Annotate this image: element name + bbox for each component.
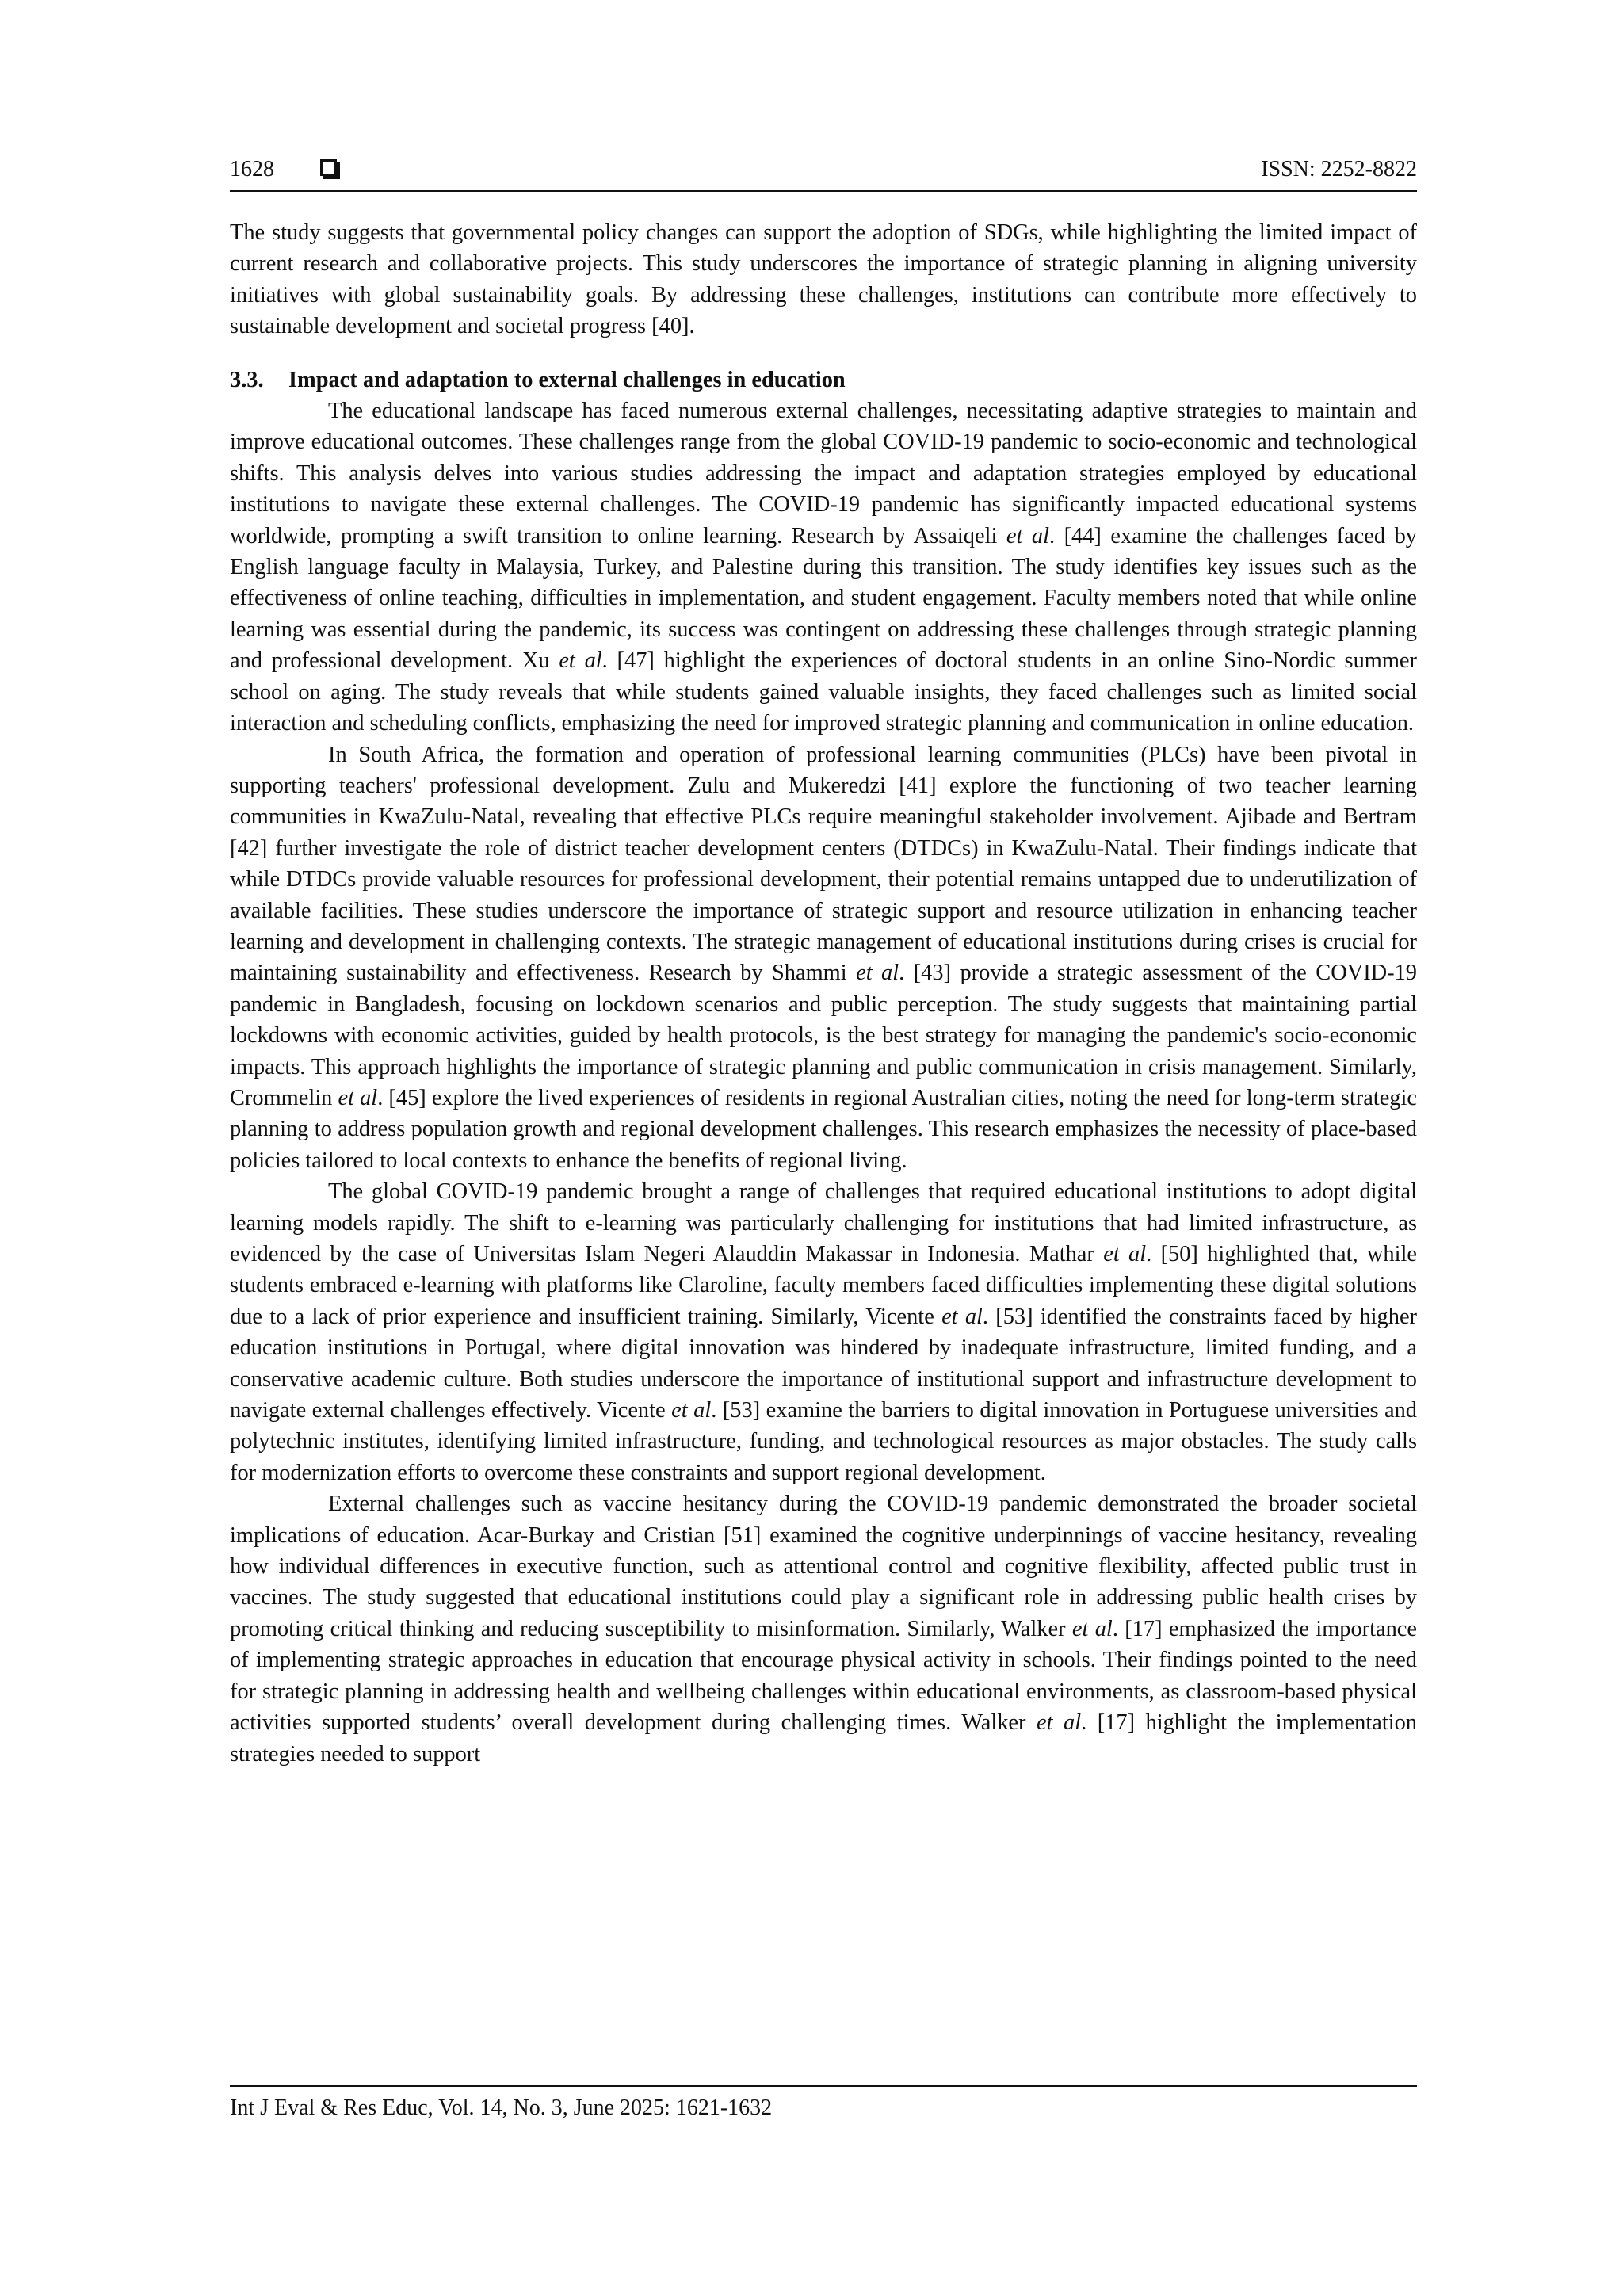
article-body	[230, 217, 1417, 1770]
et-al: et al	[1103, 1242, 1147, 1266]
page-number: 1628	[230, 157, 274, 181]
et-al: et al	[1071, 1616, 1113, 1641]
et-al: et al	[856, 961, 899, 986]
et-al: et al	[1036, 1710, 1082, 1736]
paragraph-2: In South Africa, the formation and operation of professional learning communities (PLCs) have been pivotal in supporting teachers' professional development. Zulu and Mukeredzi [41] explore the functioning of two teacher learning communities in KwaZulu-Natal, revealing that effective PLCs require meaningful stakeholder involvement. Ajibade and Bertram [42] further investigate the role of district teacher development centers (DTDCs) in KwaZulu-Natal. Their findings indicate that while DTDCs provide valuable resources for professional development, their potential remains untapped due to underutilization of available facilities. These studies underscore the importance of strategic support and resource utilization in enhancing teacher learning and development in challenging contexts. The strategic management of educational institutions during crises is crucial for maintaining sustainability and effectiveness. Research by Shammi et al. [43] provide a strategic assessment of the COVID-19 pandemic in Bangladesh, focusing on lockdown scenarios and public perception. The study suggests that maintaining partial lockdowns with economic activities, guided by health protocols, is the best strategy for managing the pandemic's socio-economic impacts. This approach highlights the importance of strategic planning and public communication in crisis management. Similarly, Crommelin et al. [45] explore the lived experiences of residents in regional Australian cities, noting the need for long-term strategic planning to address population growth and regional development challenges. This research emphasizes the necessity of place-based policies tailored to local contexts to enhance the benefits of regional living.	[230, 742, 1417, 1173]
paragraph-4: External challenges such as vaccine hesitancy during the COVID-19 pandemic demonstrated the broader societal implications of education. Acar-Burkay and Cristian [51] examined the cognitive underpinnings of vaccine hesitancy, revealing how individual differences in executive function, such as attentional control and cognitive flexibility, affected public trust in vaccines. The study suggested that educational institutions could play a significant role in addressing public health crises by promoting critical thinking and reducing susceptibility to misinformation. Similarly, Walker et al. [17] emphasized the importance of implementing strategic approaches in education that encourage physical activity in schools. Their findings pointed to the need for strategic planning in addressing health and wellbeing challenges within educational environments, as classroom-based physical activities supported students’ overall development during challenging times. Walker et al. [17] highlight the implementation strategies needed to support	[230, 1492, 1418, 1767]
et-al: et al	[559, 648, 602, 674]
paragraph-intro: The study suggests that governmental policy changes can support the adoption of SDGs, while highlighting the limited impact of current research and collaborative projects. This study underscores the importance of strategic planning in aligning university initiatives with global sustainability goals. By addressing these challenges, institutions can contribute more effectively to sustainable development and societal progress [40].	[230, 220, 1417, 339]
footer-divider	[230, 2085, 1417, 2087]
header-divider	[230, 190, 1417, 192]
section-title: Impact and adaptation to external challenges in education	[288, 367, 846, 392]
section-heading	[230, 365, 1417, 395]
et-al: et al	[338, 1085, 378, 1110]
et-al: et al	[1006, 523, 1049, 548]
et-al: et al	[941, 1304, 983, 1329]
square-box-icon	[320, 159, 337, 176]
paragraph-3: The global COVID-19 pandemic brought a range of challenges that required educational institutions to adopt digital learning models rapidly. The shift to e-learning was particularly challenging for institutions that had limited infrastructure, as evidenced by the case of Universitas Islam Negeri Alauddin Makassar in Indonesia. Mathar et al. [50] highlighted that, while students embraced e-learning with platforms like Claroline, faculty members faced difficulties implementing these digital solutions due to a lack of prior experience and insufficient training. Similarly, Vicente et al. [53] identified the constraints faced by higher education institutions in Portugal, where digital innovation was hindered by inadequate infrastructure, limited funding, and a conservative academic culture. Both studies underscore the importance of institutional support and infrastructure development to navigate external challenges effectively. Vicente et al. [53] examine the barriers to digital innovation in Portuguese universities and polytechnic institutes, identifying limited infrastructure, funding, and technological resources as major obstacles. The study calls for modernization efforts to overcome these constraints and support regional development.	[230, 1179, 1418, 1485]
section-number: 3.3.	[230, 367, 264, 392]
et-al: et al	[671, 1398, 712, 1423]
issn-label: ISSN: 2252-8822	[1261, 157, 1417, 181]
paragraph-1: The educational landscape has faced numerous external challenges, necessitating adaptive strategies to maintain and improve educational outcomes. These challenges range from the global COVID-19 pandemic to socio-economic and technological shifts. This analysis delves into various studies addressing the impact and adaptation strategies employed by educational institutions to navigate these external challenges. The COVID-19 pandemic has significantly impacted educational systems worldwide, prompting a swift transition to online learning. Research by Assaiqeli et al. [44] examine the challenges faced by English language faculty in Malaysia, Turkey, and Palestine during this transition. The study identifies key issues such as the effectiveness of online teaching, difficulties in implementation, and student engagement. Faculty members noted that while online learning was essential during the pandemic, its success was contingent on addressing these challenges through strategic planning and professional development. Xu et al. [47] highlight the experiences of doctoral students in an online Sino-Nordic summer school on aging. The study reveals that while students gained valuable insights, they faced challenges such as limited social interaction and scheduling conflicts, emphasizing the need for improved strategic planning and communication in online education.	[230, 399, 1417, 736]
page-header	[230, 152, 1417, 187]
journal-citation: Int J Eval & Res Educ, Vol. 14, No. 3, June 2025: 1621-1632	[230, 2095, 773, 2120]
page-footer	[230, 2092, 772, 2124]
